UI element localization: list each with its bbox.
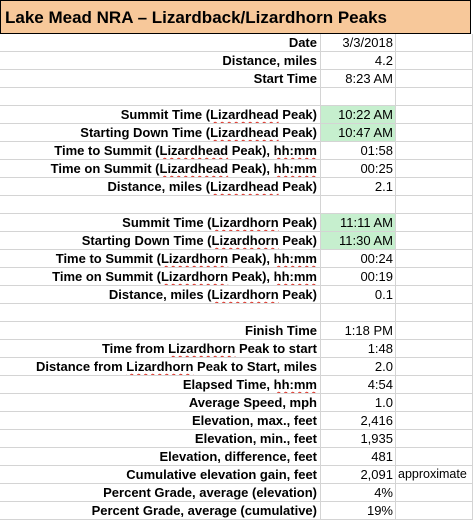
- value-cell[interactable]: 10:47 AM: [321, 124, 396, 142]
- note-cell[interactable]: [396, 124, 473, 142]
- value-cell[interactable]: 00:24: [321, 250, 396, 268]
- sheet-title-cell[interactable]: Lake Mead NRA – Lizardback/Lizardhorn Peaks: [0, 0, 471, 34]
- note-cell[interactable]: [396, 70, 473, 88]
- table-row: [0, 106, 473, 124]
- note-cell[interactable]: [396, 250, 473, 268]
- table-row: [0, 88, 473, 106]
- label-cell[interactable]: Elapsed Time, hh:mm: [0, 376, 321, 394]
- note-cell[interactable]: [396, 448, 473, 466]
- table-row: [0, 34, 473, 52]
- note-cell[interactable]: [396, 34, 473, 52]
- note-cell[interactable]: [396, 268, 473, 286]
- note-cell[interactable]: [396, 322, 473, 340]
- table-row: [0, 250, 473, 268]
- value-cell[interactable]: [321, 304, 396, 322]
- label-cell[interactable]: Distance, miles (Lizardhead Peak): [0, 178, 321, 196]
- table-row: [0, 466, 473, 484]
- note-cell[interactable]: [396, 412, 473, 430]
- note-cell[interactable]: [396, 304, 473, 322]
- label-cell[interactable]: Percent Grade, average (elevation): [0, 484, 321, 502]
- value-cell[interactable]: 1,935: [321, 430, 396, 448]
- label-cell[interactable]: Average Speed, mph: [0, 394, 321, 412]
- note-cell[interactable]: [396, 160, 473, 178]
- data-grid: [0, 34, 473, 520]
- label-cell[interactable]: Time to Summit (Lizardhorn Peak), hh:mm: [0, 250, 321, 268]
- note-cell[interactable]: [396, 232, 473, 250]
- label-cell[interactable]: [0, 88, 321, 106]
- note-cell[interactable]: [396, 52, 473, 70]
- note-cell[interactable]: [396, 430, 473, 448]
- note-cell[interactable]: [396, 178, 473, 196]
- label-cell[interactable]: Cumulative elevation gain, feet: [0, 466, 321, 484]
- table-row: [0, 448, 473, 466]
- label-cell[interactable]: Summit Time (Lizardhorn Peak): [0, 214, 321, 232]
- value-cell[interactable]: 1:48: [321, 340, 396, 358]
- note-cell[interactable]: [396, 142, 473, 160]
- note-cell[interactable]: [396, 358, 473, 376]
- note-cell[interactable]: [396, 214, 473, 232]
- value-cell[interactable]: 4:54: [321, 376, 396, 394]
- note-cell[interactable]: approximate: [396, 466, 473, 484]
- value-cell[interactable]: 19%: [321, 502, 396, 520]
- label-cell[interactable]: Distance, miles (Lizardhorn Peak): [0, 286, 321, 304]
- table-row: [0, 214, 473, 232]
- table-row: [0, 232, 473, 250]
- label-cell[interactable]: Finish Time: [0, 322, 321, 340]
- table-row: [0, 340, 473, 358]
- value-cell[interactable]: 0.1: [321, 286, 396, 304]
- label-cell[interactable]: Time on Summit (Lizardhorn Peak), hh:mm: [0, 268, 321, 286]
- value-cell[interactable]: 00:25: [321, 160, 396, 178]
- note-cell[interactable]: [396, 484, 473, 502]
- value-cell[interactable]: 8:23 AM: [321, 70, 396, 88]
- table-row: [0, 286, 473, 304]
- value-cell[interactable]: 1:18 PM: [321, 322, 396, 340]
- value-cell[interactable]: 4.2: [321, 52, 396, 70]
- note-cell[interactable]: [396, 286, 473, 304]
- note-cell[interactable]: [396, 340, 473, 358]
- label-cell[interactable]: Elevation, max., feet: [0, 412, 321, 430]
- table-row: [0, 70, 473, 88]
- table-row: [0, 412, 473, 430]
- table-row: [0, 178, 473, 196]
- table-row: [0, 358, 473, 376]
- note-cell[interactable]: [396, 88, 473, 106]
- value-cell[interactable]: 00:19: [321, 268, 396, 286]
- value-cell[interactable]: 2,091: [321, 466, 396, 484]
- label-cell[interactable]: Elevation, min., feet: [0, 430, 321, 448]
- label-cell[interactable]: [0, 304, 321, 322]
- value-cell[interactable]: 3/3/2018: [321, 34, 396, 52]
- table-row: [0, 394, 473, 412]
- note-cell[interactable]: [396, 394, 473, 412]
- label-cell[interactable]: Distance, miles: [0, 52, 321, 70]
- note-cell[interactable]: [396, 502, 473, 520]
- value-cell[interactable]: 1.0: [321, 394, 396, 412]
- value-cell[interactable]: 11:30 AM: [321, 232, 396, 250]
- table-row: [0, 268, 473, 286]
- label-cell[interactable]: Time from Lizardhorn Peak to start: [0, 340, 321, 358]
- table-row: [0, 52, 473, 70]
- note-cell[interactable]: [396, 376, 473, 394]
- label-cell[interactable]: Date: [0, 34, 321, 52]
- value-cell[interactable]: 481: [321, 448, 396, 466]
- table-row: [0, 304, 473, 322]
- table-row: [0, 124, 473, 142]
- value-cell[interactable]: [321, 88, 396, 106]
- label-cell[interactable]: Percent Grade, average (cumulative): [0, 502, 321, 520]
- label-cell[interactable]: Start Time: [0, 70, 321, 88]
- label-cell[interactable]: [0, 196, 321, 214]
- label-cell[interactable]: Starting Down Time (Lizardhead Peak): [0, 124, 321, 142]
- value-cell[interactable]: 2.1: [321, 178, 396, 196]
- note-cell[interactable]: [396, 106, 473, 124]
- value-cell[interactable]: 01:58: [321, 142, 396, 160]
- note-cell[interactable]: [396, 196, 473, 214]
- table-row: [0, 160, 473, 178]
- label-cell[interactable]: Starting Down Time (Lizardhorn Peak): [0, 232, 321, 250]
- label-cell[interactable]: Time to Summit (Lizardhead Peak), hh:mm: [0, 142, 321, 160]
- label-cell[interactable]: Elevation, difference, feet: [0, 448, 321, 466]
- value-cell[interactable]: 4%: [321, 484, 396, 502]
- label-cell[interactable]: Summit Time (Lizardhead Peak): [0, 106, 321, 124]
- value-cell[interactable]: [321, 196, 396, 214]
- value-cell[interactable]: 2.0: [321, 358, 396, 376]
- table-row: [0, 196, 473, 214]
- table-row: [0, 430, 473, 448]
- label-cell[interactable]: Distance from Lizardhorn Peak to Start, miles: [0, 358, 321, 376]
- value-cell[interactable]: 2,416: [321, 412, 396, 430]
- table-row: [0, 502, 473, 520]
- value-cell[interactable]: 11:11 AM: [321, 214, 396, 232]
- label-cell[interactable]: Time on Summit (Lizardhead Peak), hh:mm: [0, 160, 321, 178]
- value-cell[interactable]: 10:22 AM: [321, 106, 396, 124]
- table-row: [0, 142, 473, 160]
- table-row: [0, 322, 473, 340]
- table-row: [0, 484, 473, 502]
- table-row: [0, 376, 473, 394]
